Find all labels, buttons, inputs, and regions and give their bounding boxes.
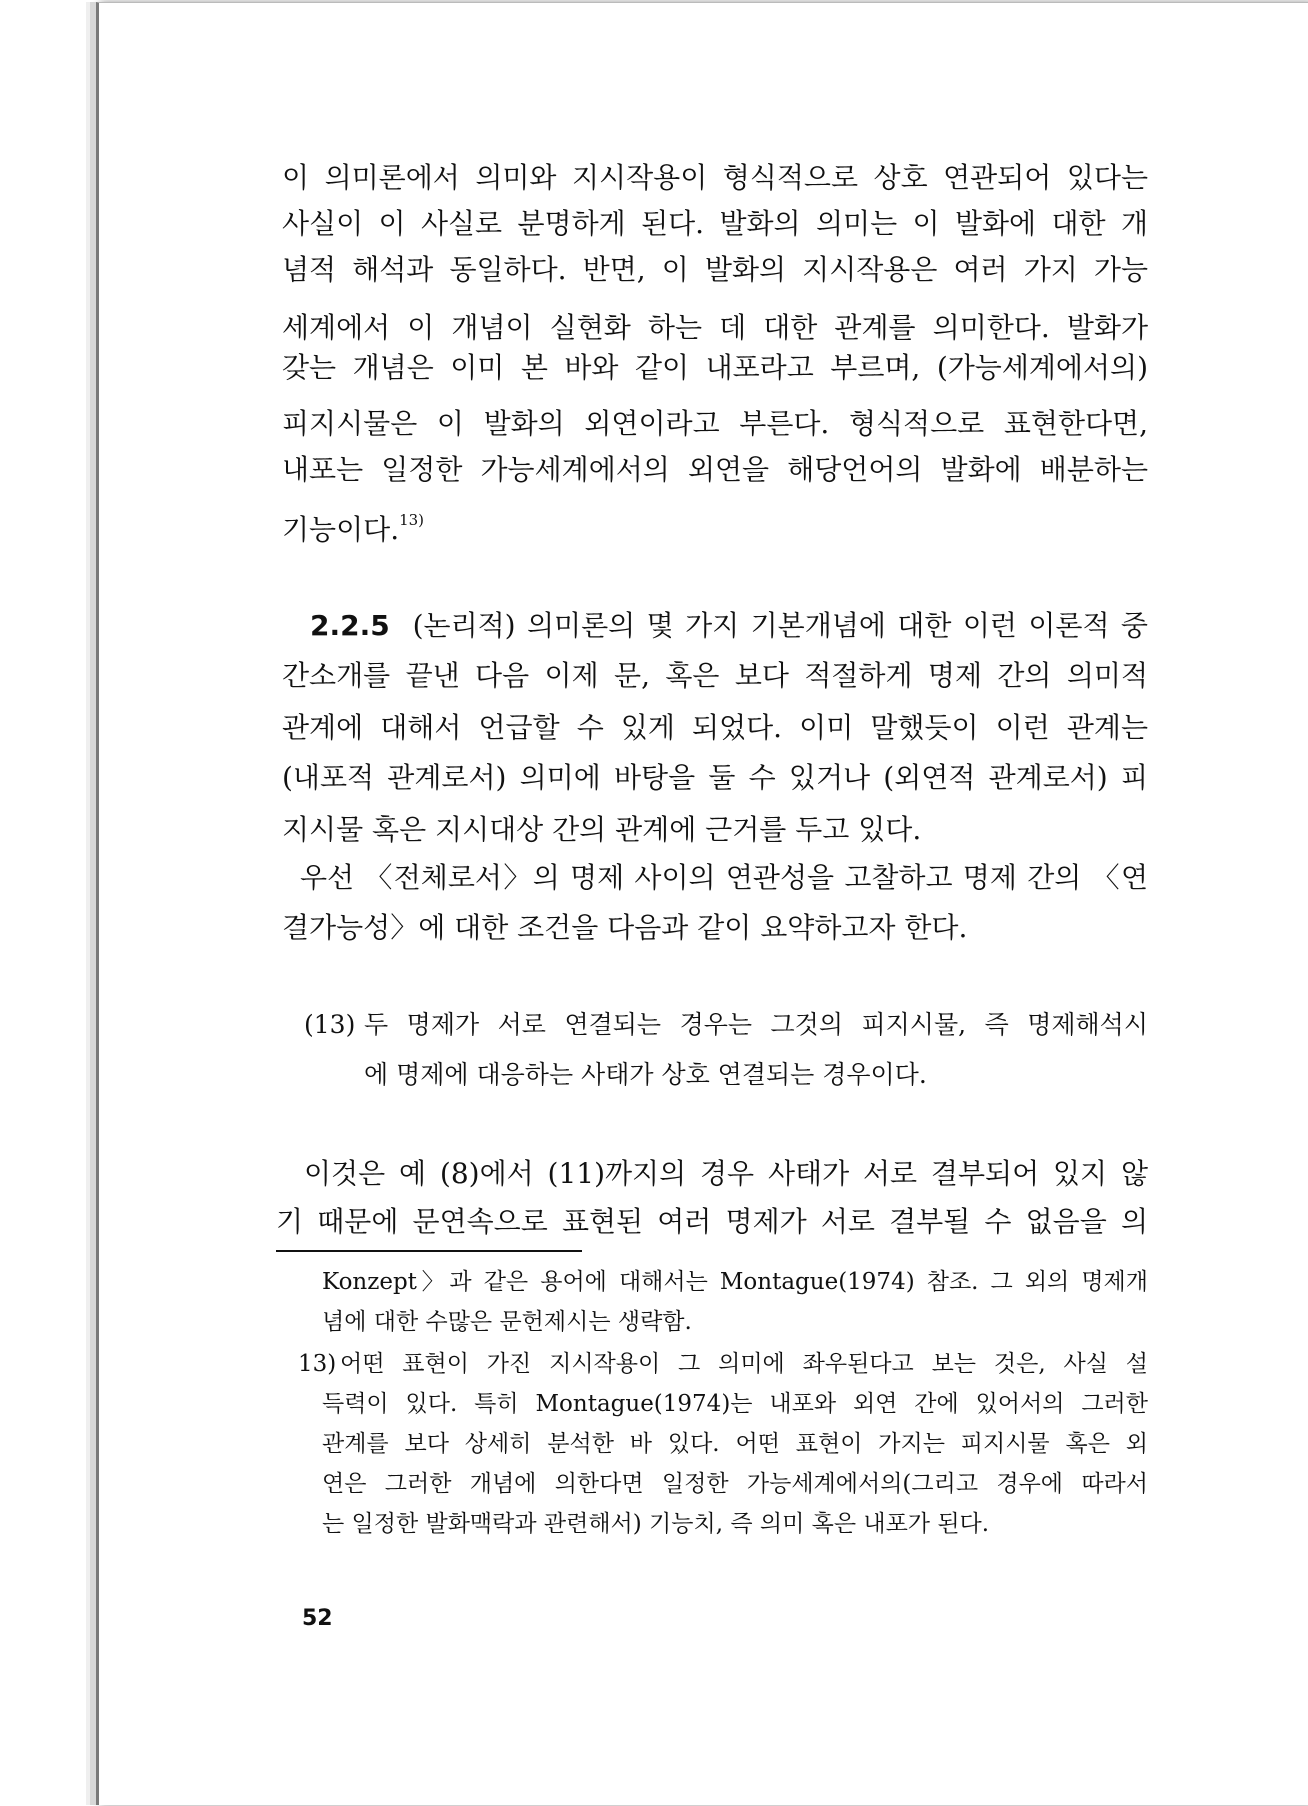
- footnote-13-line: 관계를 보다 상세히 분석한 바 있다. 어떤 표현이 가지는 피지시물 혹은 외: [322, 1431, 1148, 1457]
- paragraph-2-line: 간소개를 끝낸 다음 이제 문, 혹은 보다 적절하게 명제 간의 의미적: [282, 659, 1148, 692]
- paragraph-1-line: 피지시물은 이 발화의 외연이라고 부른다. 형식적으로 표현한다면,: [282, 407, 1148, 440]
- paragraph-1-line: 이 의미론에서 의미와 지시작용이 형식적으로 상호 연관되어 있다는: [282, 161, 1148, 194]
- paragraph-1-line: 세계에서 이 개념이 실현화 하는 데 대한 관계를 의미한다. 발화가: [282, 311, 1148, 344]
- paragraph-4-line: 이것은 예 (8)에서 (11)까지의 경우 사태가 서로 결부되어 있지 않: [304, 1157, 1148, 1190]
- section-first-line: [310, 604, 1148, 648]
- footnote-13-line: 어떤 표현이 가진 지시작용이 그 의미에 좌우된다고 보는 것은, 사실 설: [340, 1351, 1148, 1377]
- example-line: 에 명제에 대응하는 사태가 상호 연결되는 경우이다.: [364, 1060, 927, 1089]
- section-number: 2.2.5: [310, 609, 390, 642]
- paragraph-1-last-line: [282, 508, 1148, 552]
- footnote-separator: [276, 1250, 582, 1252]
- body-text: [276, 0, 1148, 1806]
- footnote-13-line: 연은 그러한 개념에 의한다면 일정한 가능세계에서의(그리고 경우에 따라서: [322, 1471, 1148, 1497]
- page-number: 52: [302, 1606, 333, 1631]
- paragraph-1-line: 사실이 이 사실로 분명하게 된다. 발화의 의미는 이 발화에 대한 개: [282, 207, 1148, 240]
- paragraph-1-line: 념적 해석과 동일하다. 반면, 이 발화의 지시작용은 여러 가지 가능: [282, 253, 1148, 286]
- paragraph-3-line: 우선 〈전체로서〉의 명제 사이의 연관성을 고찰하고 명제 간의 〈연: [300, 861, 1148, 894]
- paragraph-2-line: (내포적 관계로서) 의미에 바탕을 둘 수 있거나 (외연적 관계로서) 피: [282, 761, 1148, 794]
- footnote-mark-13[interactable]: 13): [399, 511, 425, 529]
- paragraph-1-line: 갖는 개념은 이미 본 바와 같이 내포라고 부르며, (가능세계에서의): [282, 351, 1148, 384]
- footnote-13-label: 13): [298, 1351, 337, 1377]
- paragraph-1-end: 기능이다.: [282, 513, 400, 546]
- footnote-13-line: 는 일정한 발화맥락과 관련해서) 기능치, 즉 의미 혹은 내포가 된다.: [322, 1511, 990, 1537]
- paragraph-1-line: 내포는 일정한 가능세계에서의 외연을 해당언어의 발화에 배분하는: [282, 453, 1148, 486]
- paragraph-3-line: 결가능성〉에 대한 조건을 다음과 같이 요약하고자 한다.: [282, 911, 968, 944]
- paragraph-4-line: 기 때문에 문연속으로 표현된 여러 명제가 서로 결부될 수 없음을 의: [276, 1205, 1148, 1238]
- paragraph-2-line: (논리적) 의미론의 몇 가지 기본개념에 대한 이런 이론적 중: [412, 609, 1148, 642]
- example-number: (13): [304, 1010, 356, 1039]
- example-line: 두 명제가 서로 연결되는 경우는 그것의 피지시물, 즉 명제해석시: [364, 1010, 1148, 1039]
- paragraph-2-line: 지시물 혹은 지시대상 간의 관계에 근거를 두고 있다.: [282, 813, 922, 846]
- paragraph-2-line: 관계에 대해서 언급할 수 있게 되었다. 이미 말했듯이 이런 관계는: [282, 711, 1148, 744]
- footnote-continued-line: 념에 대한 수많은 문헌제시는 생략함.: [322, 1309, 692, 1335]
- footnote-continued-line: Konzept〉과 같은 용어에 대해서는 Montague(1974) 참조. 그 외의 명제개: [322, 1269, 1148, 1295]
- footnote-13-line: 득력이 있다. 특히 Montague(1974)는 내포와 외연 간에 있어서의 그러한: [322, 1391, 1148, 1417]
